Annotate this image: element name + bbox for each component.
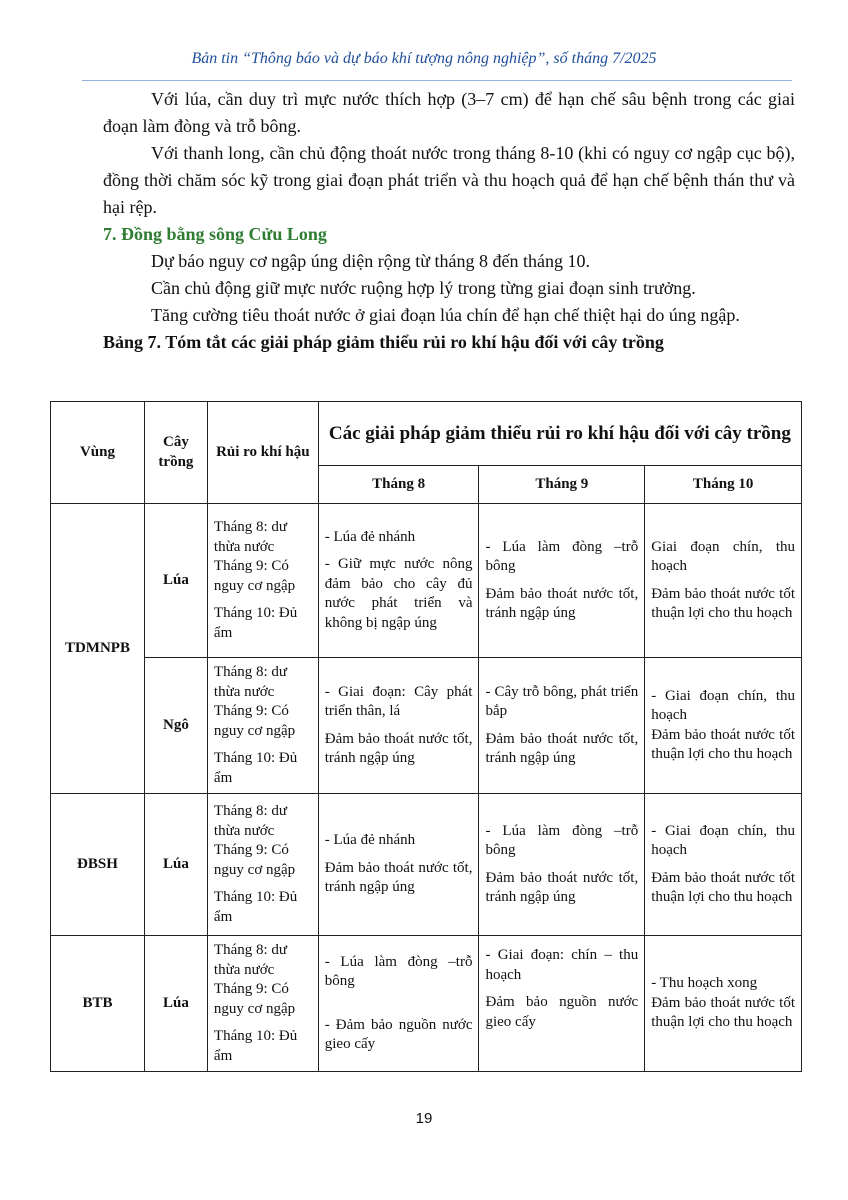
month-10-cell: [645, 794, 802, 936]
month-8-cell: [318, 658, 479, 794]
month-9-cell: [479, 658, 645, 794]
table-caption: Bảng 7. Tóm tắt các giải pháp giảm thiểu rủi ro khí hậu đối với cây trồng: [103, 332, 664, 352]
risk-line: Tháng 10: Đủ ẩm: [213, 889, 298, 925]
header-solutions: Các giải pháp giảm thiểu rủi ro khí hậu đối với cây trồng: [318, 402, 801, 466]
risk-line: Tháng 8: dư thừa nước: [213, 519, 288, 555]
paragraph: Cần chủ động giữ mực nước ruộng hợp lý trong từng giai đoạn sinh trưởng.: [151, 278, 696, 298]
crop-cell: Lúa: [144, 794, 207, 936]
running-header: Bản tin “Thông báo và dự báo khí tượng nông nghiệp”, số tháng 7/2025: [191, 50, 657, 67]
risk-line: Tháng 10: Đủ ẩm: [213, 1028, 298, 1064]
risk-cell: [207, 504, 318, 658]
risk-line: Tháng 9: Có nguy cơ ngập: [213, 842, 296, 878]
action-line: Đảm bảo thoát nước tốt thuận lợi cho thu hoạch: [651, 869, 795, 905]
risk-line: Tháng 8: dư thừa nước: [213, 664, 288, 700]
action-line: Giai đoạn chín, thu hoạch: [651, 538, 795, 574]
paragraph: Dự báo nguy cơ ngập úng diện rộng từ tháng 8 đến tháng 10.: [151, 251, 590, 271]
section-heading: 7. Đồng bằng sông Cửu Long: [103, 224, 327, 244]
month-10-cell: [645, 936, 802, 1072]
action-line: Đảm bảo nguồn nước gieo cấy: [485, 994, 639, 1030]
header-crop: Cây trồng: [144, 402, 207, 504]
table-row: [51, 936, 802, 1072]
crop-cell: Lúa: [144, 504, 207, 658]
page-number: 19: [415, 1110, 433, 1127]
paragraph: Với lúa, cần duy trì mực nước thích hợp (3–7 cm) để hạn chế sâu bệnh trong các giai đoạn làm đòng và trỗ bông.: [103, 89, 795, 136]
table-row: [51, 794, 802, 936]
region-cell: TDMNPB: [51, 504, 145, 794]
table-row: [51, 658, 802, 794]
action-line: - Lúa đẻ nhánh: [324, 528, 416, 545]
risk-line: Tháng 10: Đủ ẩm: [213, 750, 298, 786]
action-line: - Đảm bảo nguồn nước gieo cấy: [324, 1016, 473, 1052]
header-region: Vùng: [51, 402, 145, 504]
month-10-cell: [645, 504, 802, 658]
action-line: - Lúa làm đòng –trỗ bông: [324, 953, 473, 989]
risk-line: Tháng 8: dư thừa nước: [213, 942, 288, 978]
risk-line: Tháng 9: Có nguy cơ ngập: [213, 703, 296, 739]
month-9-cell: [479, 936, 645, 1072]
table-row: [51, 504, 802, 658]
header-divider: [82, 80, 792, 81]
solutions-table: [50, 401, 802, 1072]
header-risk: Rủi ro khí hậu: [207, 402, 318, 504]
month-8-cell: [318, 936, 479, 1072]
body-text: [103, 86, 795, 356]
action-line: - Lúa làm đòng –trỗ bông: [485, 538, 639, 574]
action-line: Đảm bảo thoát nước tốt, tránh ngập úng: [485, 585, 639, 621]
risk-line: Tháng 10: Đủ ẩm: [213, 605, 298, 641]
action-line: Đảm bảo thoát nước tốt thuận lợi cho thu hoạch: [651, 726, 795, 762]
risk-line: Tháng 9: Có nguy cơ ngập: [213, 558, 296, 594]
action-line: - Thu hoạch xong: [651, 975, 758, 992]
paragraph: Tăng cường tiêu thoát nước ở giai đoạn lúa chín để hạn chế thiệt hại do úng ngập.: [151, 305, 740, 325]
action-line: Đảm bảo thoát nước tốt thuận lợi cho thu hoạch: [651, 585, 795, 621]
risk-cell: [207, 936, 318, 1072]
month-8-cell: [318, 794, 479, 936]
region-cell: ĐBSH: [51, 794, 145, 936]
action-line: - Giai đoạn: Cây phát triển thân, lá: [324, 683, 473, 719]
action-line: Đảm bảo thoát nước tốt thuận lợi cho thu hoạch: [651, 994, 795, 1031]
month-8-cell: [318, 504, 479, 658]
header-month-9: Tháng 9: [479, 466, 645, 504]
action-line: Đảm bảo thoát nước tốt, tránh ngập úng: [485, 869, 639, 905]
action-line: - Lúa đẻ nhánh: [324, 832, 416, 849]
month-9-cell: [479, 504, 645, 658]
paragraph: Với thanh long, cần chủ động thoát nước trong tháng 8-10 (khi có nguy cơ ngập cục bộ), đồng thời chăm sóc kỹ trong giai đoạn phát triển và thu hoạch quả để hạn chế bệnh thán thư và hại rệp.: [103, 143, 795, 217]
risk-line: Tháng 9: Có nguy cơ ngập: [213, 981, 296, 1017]
action-line: - Giữ mực nước nông đảm bảo cho cây đủ nước phát triển và không bị ngập úng: [324, 556, 473, 631]
region-cell: BTB: [51, 936, 145, 1072]
action-line: Đảm bảo thoát nước tốt, tránh ngập úng: [485, 730, 639, 766]
action-line: - Cây trỗ bông, phát triển bắp: [485, 683, 639, 719]
action-line: - Giai đoạn chín, thu hoạch: [651, 687, 795, 723]
action-line: - Lúa làm đòng –trỗ bông: [485, 822, 639, 858]
month-9-cell: [479, 794, 645, 936]
crop-cell: Ngô: [144, 658, 207, 794]
month-10-cell: [645, 658, 802, 794]
header-month-10: Tháng 10: [645, 466, 802, 504]
action-line: - Giai đoạn: chín – thu hoạch: [485, 947, 639, 983]
risk-cell: [207, 658, 318, 794]
action-line: Đảm bảo thoát nước tốt, tránh ngập úng: [324, 730, 473, 766]
action-line: - Giai đoạn chín, thu hoạch: [651, 822, 795, 858]
crop-cell: Lúa: [144, 936, 207, 1072]
risk-line: Tháng 8: dư thừa nước: [213, 803, 288, 839]
action-line: Đảm bảo thoát nước tốt, tránh ngập úng: [324, 859, 473, 896]
header-month-8: Tháng 8: [318, 466, 479, 504]
risk-cell: [207, 794, 318, 936]
